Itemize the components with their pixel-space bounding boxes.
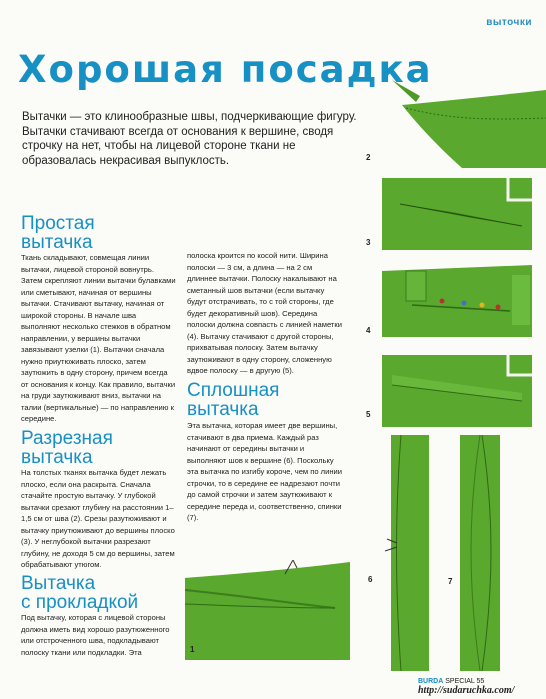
footer-special: SPECIAL — [445, 678, 475, 685]
watermark-url: http://sudaruchka.com/ — [418, 685, 515, 696]
figure-7-image — [460, 435, 500, 671]
lining-dart-text-continued: полоска кроится по косой нити. Ширина полоски — 3 см, а длина — на 2 см длиннее вытачки. Полоску накалывают на сметанный шов вытачки (если вытачку будут отстрачивать, то с той стороны, где будет декоративный шов). Середина полоски должна совпасть с линией наметки (4). Вытачку стачивают с другой стороны, прихватывая полоску. Затем вытачку заутюживают в одну сторону, сложенную вдвое полоску — в другую (5). — [187, 251, 342, 375]
footer-brand — [418, 678, 484, 685]
solid-dart-heading-line2: вытачка — [187, 399, 259, 420]
solid-dart-text: Эта вытачка, которая имеет две вершины, стачивают в два приема. Каждый раз начинают от середины вытачки и выполняют шов к вершине (6). Поскольку эта вытачка по изгибу короче, чем по линии строчки, то в середине ее надрезают почти до самой строчки и затем заутюживают к середине переда и, соответственно, спинки (7). — [187, 421, 343, 522]
page-title: Хорошая посадка — [18, 48, 433, 91]
section-tag: выточки — [486, 17, 532, 28]
intro-paragraph: Вытачки — это клинообразные швы, подчеркивающие фигуру. Вытачки стачивают всегда от основания к вершине, сводя строчку на нет, чтобы на лицевой стороне ткани не образовалась некрасивая выпуклость. — [22, 111, 357, 167]
figure-3-image — [382, 178, 532, 250]
figure-7-number: 7 — [448, 577, 453, 586]
figure-5-number: 5 — [366, 410, 371, 419]
figure-1-image — [185, 560, 355, 660]
solid-dart-heading-line1: Сплошная — [187, 380, 280, 401]
figure-4-image — [382, 265, 532, 337]
simple-dart-heading — [21, 214, 95, 252]
figure-1-number: 1 — [190, 645, 195, 654]
cut-dart-heading — [21, 429, 113, 467]
lining-dart-heading — [21, 574, 138, 612]
figure-2-image — [382, 80, 546, 168]
simple-dart-heading-line2: вытачка — [21, 232, 93, 253]
figure-6-image — [383, 435, 429, 671]
solid-dart-heading — [187, 381, 279, 419]
lining-dart-text: Под вытачку, которая с лицевой стороны должна иметь вид хорошо разутюженного или отстроченного шва, подкладывают полоску ткани или подкладки. Эта — [21, 613, 170, 657]
lining-dart-heading-line1: Вытачка — [21, 573, 96, 594]
simple-dart-heading-line1: Простая — [21, 213, 95, 234]
figure-6-number: 6 — [368, 575, 373, 584]
figure-3-number: 3 — [366, 238, 371, 247]
cut-dart-text: На толстых тканях вытачка будет лежать плоско, если она раскрыта. Сначала стачайте простую вытачку. У глубокой вытачки срезают глубину на расстоянии 1–1,5 см от шва (2). Срезы разутюживают и вытачку приутюживают до вершины плоско (3). У неглубокой вытачки разрезают глубину, не доходя 5 см до вершины, затем обрабатывают утюгом. — [21, 468, 175, 569]
figure-5-image — [382, 355, 532, 427]
lining-dart-heading-line2: с прокладкой — [21, 592, 139, 613]
cut-dart-heading-line1: Разрезная — [21, 428, 113, 449]
simple-dart-text: Ткань складывают, совмещая линии вытачки, лицевой стороной вовнутрь. Затем скрепляют линии вытачки булавками или сметывают, начиная от вершины вытачки. Стачивают вытачку, начиная от широкой стороны. В начале шва выполняют несколько стежков в обратном направлении, у вершины вытачки завязывают узелки (1). Вытачки сначала нужно приутюживать плоско, затем заутюжить в одну сторону, причем всегда от основания к концу. Как правило, вытачки на груди заутюживают вниз, вытачки на талии (вертикальные) — по направлению к середине. — [21, 253, 176, 423]
cut-dart-heading-line2: вытачка — [21, 447, 93, 468]
footer-page-number: 55 — [476, 678, 485, 685]
footer-brand-name: BURDA — [418, 678, 444, 685]
figure-2-number: 2 — [366, 153, 371, 162]
figure-4-number: 4 — [366, 326, 371, 335]
